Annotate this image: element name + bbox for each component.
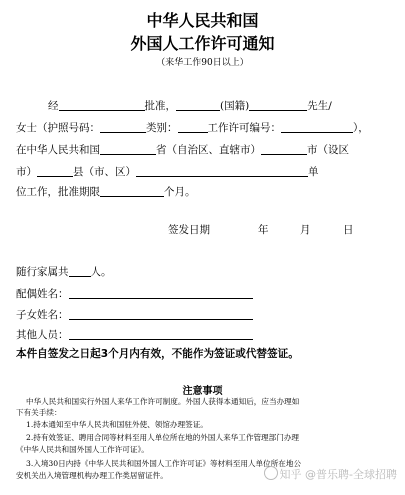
text-guoji: (国籍) — [220, 100, 250, 112]
spouse-line — [16, 286, 253, 301]
notes-item-3-line2: 安机关出入境管理机构办理工作类居留证件。 — [16, 471, 168, 480]
text-pizhun: 批准， — [144, 100, 176, 112]
paragraph-line-2 — [16, 120, 369, 135]
blank-authority[interactable] — [59, 98, 145, 111]
blank-city[interactable] — [261, 142, 307, 155]
text-leibie: 类别： — [146, 122, 178, 134]
paragraph-line-5 — [16, 184, 196, 199]
blank-permit-number[interactable] — [281, 120, 353, 133]
watermark — [264, 466, 397, 482]
text-shi: 市（设区 — [307, 144, 349, 156]
others-label: 其他人员： — [16, 329, 69, 341]
paragraph-line-1 — [48, 98, 332, 113]
watermark-text: 知乎 @普乐聘-全球招聘 — [279, 468, 397, 481]
blank-name[interactable] — [249, 98, 307, 111]
blank-others[interactable] — [69, 327, 253, 340]
notes-item-3-line1: 3.入境30日内持《中华人民共和国外国人工作许可证》等材料至用人单位所在地公 — [26, 459, 302, 468]
children-line — [16, 307, 253, 322]
issue-month: 月 — [300, 224, 311, 236]
issue-day: 日 — [343, 224, 354, 236]
paragraph-line-3 — [16, 142, 349, 157]
blank-children[interactable] — [69, 307, 253, 320]
blank-employer[interactable] — [136, 164, 308, 177]
blank-category[interactable] — [178, 120, 208, 133]
text-xian: 县（市、区） — [73, 166, 136, 178]
document-title-line2: 外国人工作许可通知 — [130, 34, 275, 53]
text-month: 个月。 — [164, 186, 196, 198]
notes-heading: 注意事项 — [182, 386, 223, 397]
text-period: 位工作，批准期限 — [16, 186, 100, 198]
blank-nationality[interactable] — [176, 98, 220, 111]
spouse-label: 配偶姓名： — [16, 288, 69, 300]
text-sheng: 省（自治区、直辖市） — [156, 144, 261, 156]
blank-passport[interactable] — [100, 120, 146, 133]
text-nvshi: 女士（护照号码： — [16, 122, 100, 134]
notes-intro-2: 下有关手续： — [16, 408, 62, 417]
notes-intro-1: 中华人民共和国实行外国人来华工作许可制度。外国人获得本通知后，应当办理如 — [26, 397, 300, 406]
blank-county[interactable] — [37, 164, 73, 177]
text-zai: 在中华人民共和国 — [16, 144, 100, 156]
notes-item-2-line1: 2.持有效签证、聘用合同等材料至用人单位所在地的外国人来华工作管理部门办理 — [26, 433, 300, 442]
blank-spouse[interactable] — [69, 286, 253, 299]
blank-family-count[interactable] — [69, 264, 91, 277]
text-xiansheng: 先生/ — [307, 100, 332, 112]
text-close: ）， — [353, 122, 369, 134]
family-count-suffix: 人。 — [90, 266, 112, 278]
document-subtitle: （来华工作90日以上） — [156, 58, 249, 68]
family-count-line — [16, 264, 112, 279]
issue-date-label: 签发日期 — [168, 224, 210, 236]
family-count-prefix: 随行家属共 — [16, 266, 69, 278]
notes-item-1: 1.持本通知至中华人民共和国驻外使、领馆办理签证。 — [26, 420, 208, 429]
document-title-line1: 中华人民共和国 — [146, 11, 259, 30]
text-shi-close: 市） — [16, 166, 37, 178]
paragraph-line-4 — [16, 164, 319, 179]
text-jing: 经 — [48, 100, 59, 112]
blank-province[interactable] — [100, 142, 156, 155]
zhihu-logo-icon — [264, 466, 278, 480]
notes-item-2-line2: 《中华人民共和国外国人工作许可证》。 — [16, 445, 149, 454]
others-line — [16, 327, 253, 342]
validity-notice: 本件自签发之日起3个月内有效，不能作为签证或代替签证。 — [16, 348, 299, 360]
issue-year: 年 — [258, 224, 269, 236]
text-xukehao: 工作许可编号： — [207, 122, 281, 134]
text-dan: 单 — [308, 166, 319, 178]
children-label: 子女姓名： — [16, 309, 69, 321]
blank-months[interactable] — [100, 184, 164, 197]
